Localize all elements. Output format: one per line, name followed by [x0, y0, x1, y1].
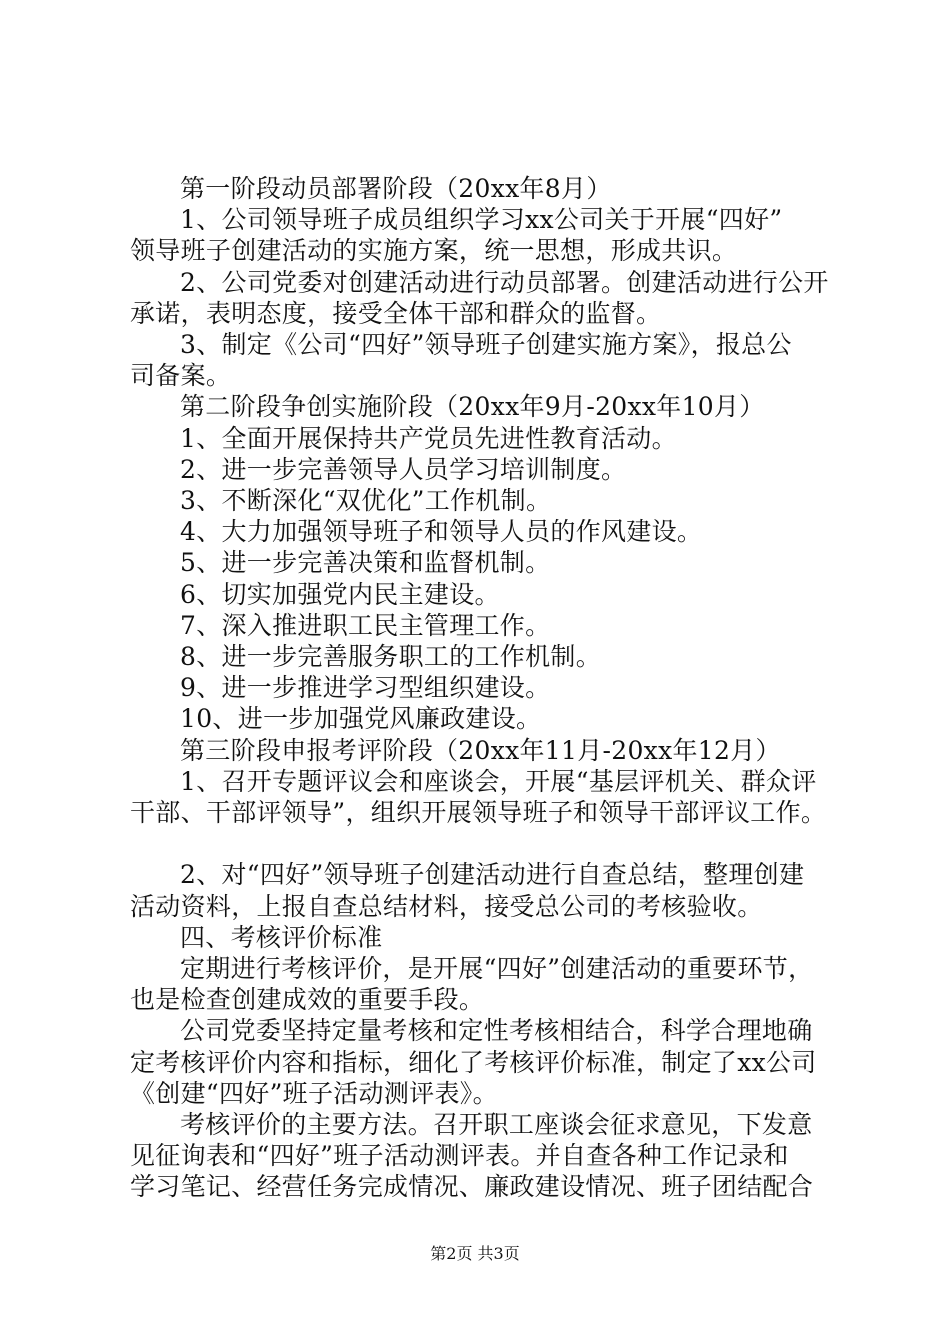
list-item: 1、全面开展保持共产党员先进性教育活动。	[180, 423, 677, 453]
list-item: 8、进一步完善服务职工的工作机制。	[180, 642, 602, 672]
list-item: 3、不断深化“双优化”工作机制。	[180, 486, 552, 516]
paragraph-line: 1、公司领导班子成员组织学习xx公司关于开展“四好”	[180, 205, 783, 235]
paragraph-line: 承诺，表明态度，接受全体干部和群众的监督。	[130, 298, 662, 328]
paragraph-line: 2、对“四好”领导班子创建活动进行自查总结，整理创建	[180, 860, 805, 890]
list-item: 5、进一步完善决策和监督机制。	[180, 548, 551, 578]
page-number-footer: 第2页 共3页	[430, 1244, 520, 1263]
stage-three-heading: 第三阶段申报考评阶段（20xx年11月-20xx年12月）	[180, 735, 781, 765]
paragraph-line: 2、公司党委对创建活动进行动员部署。创建活动进行公开	[180, 267, 829, 297]
document-body	[130, 173, 860, 1203]
paragraph-line: 也是检查创建成效的重要手段。	[130, 985, 485, 1015]
list-item: 10、进一步加强党风廉政建设。	[180, 704, 542, 734]
stage-one-heading: 第一阶段动员部署阶段（20xx年8月）	[180, 174, 612, 203]
paragraph-line: 定考核评价内容和指标，细化了考核评价标准，制定了xx公司	[130, 1047, 817, 1077]
blank-line	[130, 828, 860, 859]
paragraph-line: 见征询表和“四好”班子活动测评表。并自查各种工作记录和	[130, 1141, 789, 1171]
list-item: 2、进一步完善领导人员学习培训制度。	[180, 454, 627, 484]
paragraph-line: 定期进行考核评价，是开展“四好”创建活动的重要环节，	[180, 954, 814, 984]
list-item: 7、深入推进职工民主管理工作。	[180, 610, 551, 640]
paragraph-line: 活动资料，上报自查总结材料，接受总公司的考核验收。	[130, 891, 763, 921]
list-item: 9、进一步推进学习型组织建设。	[180, 673, 551, 703]
paragraph-line: 干部、干部评领导”，组织开展领导班子和领导干部评议工作。	[130, 798, 827, 828]
paragraph-line: 司备案。	[130, 361, 232, 391]
list-item: 6、切实加强党内民主建设。	[180, 579, 500, 609]
list-item: 4、大力加强领导班子和领导人员的作风建设。	[180, 517, 703, 547]
paragraph-line: 1、召开专题评议会和座谈会，开展“基层评机关、群众评	[180, 766, 817, 796]
paragraph-line: 领导班子创建活动的实施方案，统一思想，形成共识。	[130, 236, 738, 266]
paragraph-line: 学习笔记、经营任务完成情况、廉政建设情况、班子团结配合	[130, 1172, 814, 1202]
paragraph-line: 3、制定《公司“四好”领导班子创建实施方案》，报总公	[180, 330, 792, 360]
stage-two-heading: 第二阶段争创实施阶段（20xx年9月-20xx年10月）	[180, 392, 765, 422]
section-heading: 四、考核评价标准	[180, 922, 383, 952]
paragraph-line: 公司党委坚持定量考核和定性考核相结合，科学合理地确	[180, 1016, 813, 1046]
paragraph-line: 考核评价的主要方法。召开职工座谈会征求意见，下发意	[180, 1110, 813, 1140]
paragraph-line: 《创建“四好”班子活动测评表》。	[130, 1078, 498, 1108]
